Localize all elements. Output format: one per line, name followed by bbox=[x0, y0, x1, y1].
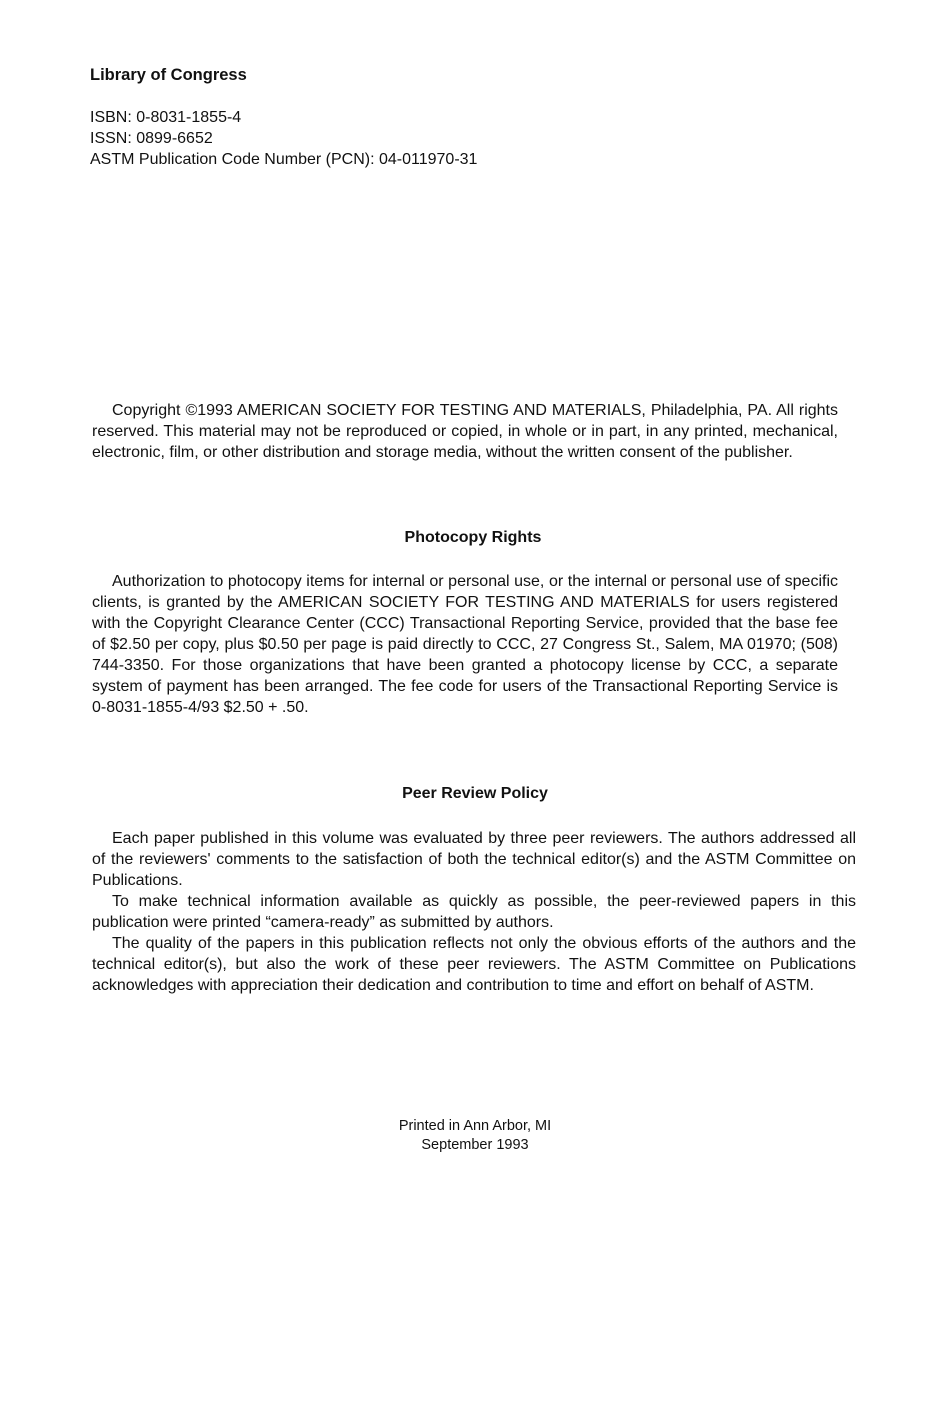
peer-review-paragraph: Each paper published in this volume was evaluated by three peer reviewers. The authors addressed all of the reviewers' comments to the satisfaction of both the technical editor(s) and the ASTM Committee on Publications. bbox=[92, 830, 856, 889]
printed-info bbox=[0, 1117, 950, 1155]
pcn-line: ASTM Publication Code Number (PCN): 04-011970-31 bbox=[90, 151, 478, 168]
isbn-line: ISBN: 0-8031-1855-4 bbox=[90, 109, 242, 126]
copyright-notice: Copyright ©1993 AMERICAN SOCIETY FOR TESTING AND MATERIALS, Philadelphia, PA. All rights reserved. This material may not be reproduced or copied, in whole or in part, in any printed, mechanical, electronic, film, or other distribution and storage media, without the written consent of the publisher. bbox=[92, 402, 838, 461]
peer-review-title: Peer Review Policy bbox=[402, 785, 548, 802]
peer-review-paragraph: To make technical information available as quickly as possible, the peer-reviewed papers in this publication were printed “camera-ready” as submitted by authors. bbox=[92, 893, 856, 931]
peer-review-body bbox=[92, 828, 856, 996]
identifiers-block bbox=[90, 107, 477, 170]
library-heading: Library of Congress bbox=[90, 66, 247, 84]
printed-location: Printed in Ann Arbor, MI bbox=[398, 1118, 552, 1134]
printed-date: September 1993 bbox=[421, 1137, 529, 1153]
photocopy-rights-text: Authorization to photocopy items for internal or personal use, or the internal or personal use of specific clients, is granted by the AMERICAN SOCIETY FOR TESTING AND MATERIALS for users registered with the Copyright Clearance Center (CCC) Transactional Reporting Service, provided that the base fee of $2.50 per copy, plus $0.50 per page is paid directly to CCC, 27 Congress St., Salem, MA 01970; (508) 744-3350. For those organizations that have been granted a photocopy license by CCC, a separate system of payment has been arranged. The fee code for users of the Transactional Reporting Service is 0-8031-1855-4/93 $2.50 + .50. bbox=[92, 573, 838, 716]
issn-line: ISSN: 0899-6652 bbox=[90, 130, 213, 147]
peer-review-paragraph: The quality of the papers in this publication reflects not only the obvious efforts of the authors and the technical editor(s), but also the work of these peer reviewers. The ASTM Committee on Publications acknowledges with appreciation their dedication and contribution to time and effort on behalf of ASTM. bbox=[92, 935, 856, 994]
photocopy-rights-title: Photocopy Rights bbox=[404, 529, 542, 546]
